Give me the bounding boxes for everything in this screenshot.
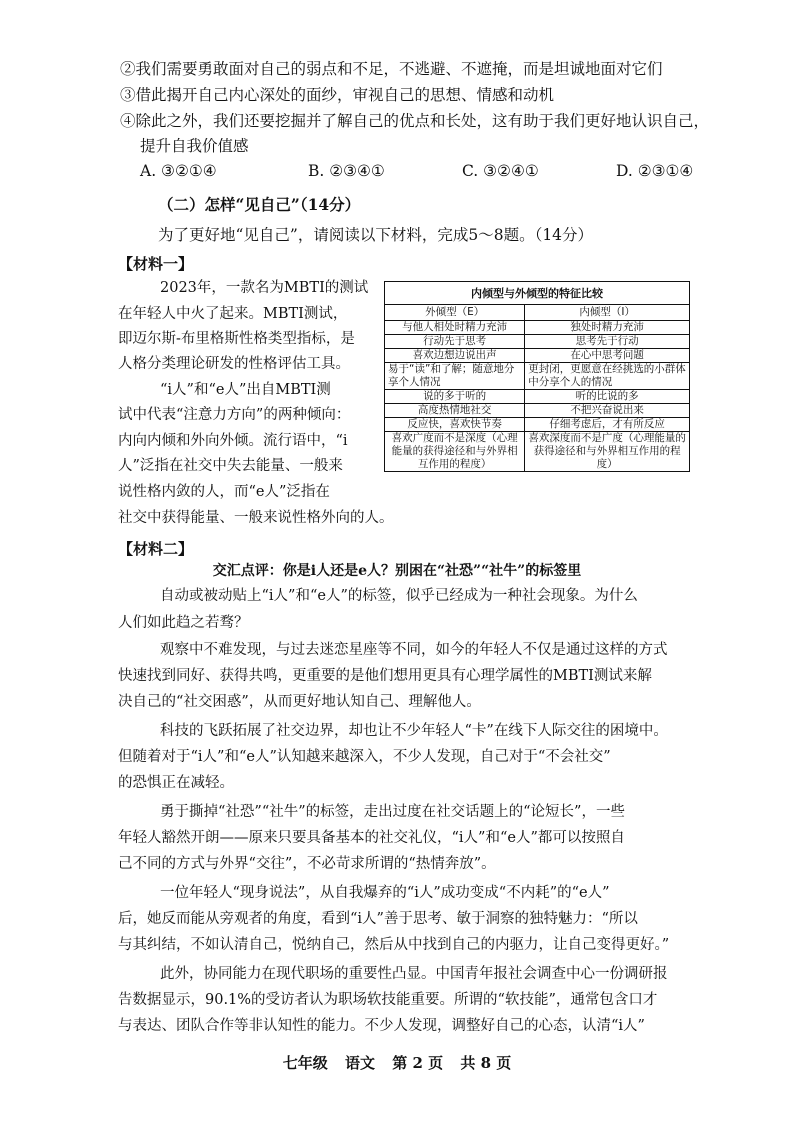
page-footer <box>0 1052 794 1073</box>
footer-total: 共 8 页 <box>460 1054 512 1072</box>
table-cell: 不把兴奋说出来 <box>525 404 690 418</box>
article-line: 自动或被动贴上“i人”和“e人”的标签，似乎已经成为一种社会现象。为什么 <box>160 588 638 604</box>
option-b: B. ②③④① <box>308 162 385 180</box>
table-cell: 仔细考虑后，才有所反应 <box>525 418 690 432</box>
comparison-table <box>384 281 690 472</box>
footer-grade: 七年级 <box>282 1054 328 1072</box>
option-a: A. ③②①④ <box>140 162 217 180</box>
table-cell: 独处时精力充沛 <box>525 321 690 335</box>
option-c: C. ③②④① <box>462 162 539 180</box>
material1-line: 2023年，一款名为MBTI的测试 <box>160 280 369 296</box>
article-line: 与表达、团队合作等非认知性的能力。不少人发现，调整好自己的心态，认清“i人” <box>118 1018 645 1034</box>
table-cell: 高度热情地社交 <box>385 404 525 418</box>
answer-item-4-cont: 提升自我价值感 <box>140 137 249 155</box>
article-line: 与其纠结，不如认清自己，悦纳自己，然后从中找到自己的内驱力，让自己变得更好。” <box>118 937 670 953</box>
table-title: 内倾型与外倾型的特征比较 <box>385 282 690 305</box>
material1-line: 内向内倾和外向外倾。流行语中，“i <box>118 433 348 449</box>
table-cell: 反应快，喜欢快节奏 <box>385 418 525 432</box>
footer-page: 第 2 页 <box>392 1054 444 1072</box>
material1-line: 人”泛指在社交中失去能量、一般来 <box>118 458 343 474</box>
material2-label: 【材料二】 <box>118 540 194 558</box>
article-line: 观察中不难发现，与过去迷恋星座等不同，如今的年轻人不仅是通过这样的方式 <box>160 642 668 658</box>
answer-item-3: ③借此揭开自己内心深处的面纱，审视自己的思想、情感和动机 <box>120 86 555 104</box>
article-line: 的恐惧正在减轻。 <box>118 775 234 791</box>
article-line: 告数据显示，90.1%的受访者认为职场软技能重要。所谓的“软技能”，通常包含口才 <box>118 992 658 1008</box>
article-line: 勇于撕掉“社恐”“社牛”的标签，走出过度在社交话题上的“论短长”，一些 <box>160 804 625 820</box>
table-cell: 听的比说的多 <box>525 390 690 404</box>
table-header-i: 内倾型（I） <box>525 305 690 321</box>
table-cell: 在心中思考问题 <box>525 349 690 363</box>
article-line: 己不同的方式与外界“交往”，不必苛求所谓的“热情奔放”。 <box>118 856 496 872</box>
material1-label: 【材料一】 <box>118 255 194 273</box>
material1-line: 人格分类理论研发的性格评估工具。 <box>118 356 350 372</box>
material1-line: “i人”和“e人”出自MBTI测 <box>160 382 331 398</box>
table-cell: 更封闭，更愿意在经挑选的小群体中分享个人的情况 <box>525 363 690 390</box>
material1-line: 试中代表“注意力方向”的两种倾向： <box>118 407 351 423</box>
table-cell: 与他人相处时精力充沛 <box>385 321 525 335</box>
section-instruction: 为了更好地“见自己”，请阅读以下材料，完成5～8题。（14分） <box>158 226 594 244</box>
table-cell: 喜欢边想边说出声 <box>385 349 525 363</box>
material1-line: 即迈尔斯-布里格斯性格类型指标，是 <box>118 331 355 347</box>
article-line: 年轻人豁然开朗——原来只要具备基本的社交礼仪，“i人”和“e人”都可以按照自 <box>118 830 625 846</box>
article-line: 一位年轻人“现身说法”，从自我爆弃的“i人”成功变成“不内耗”的“e人” <box>160 885 610 901</box>
table-header-e: 外倾型（E） <box>385 305 525 321</box>
table-cell: 行动先于思考 <box>385 335 525 349</box>
table-cell: 喜欢广度而不是深度（心理能量的获得途径和与外界相互作用的程度） <box>385 432 525 472</box>
article-line: 快速找到同好、获得共鸣，更重要的是他们想用更具有心理学属性的MBTI测试来解 <box>118 668 652 684</box>
article-line: 但随着对于“i人”和“e人”认知越来越深入，不少人发现，自己对于“不会社交” <box>118 749 611 765</box>
table-cell: 说的多于听的 <box>385 390 525 404</box>
article-headline: 交汇点评：你是i人还是e人？别困在“社恐”“社牛”的标签里 <box>212 563 582 579</box>
footer-subject: 语文 <box>344 1054 375 1072</box>
table-cell: 易于“读”和了解；随意地分享个人情况 <box>385 363 525 390</box>
option-d: D. ②③①④ <box>616 162 694 180</box>
article-line: 后，她反而能从旁观者的角度，看到“i人”善于思考、敏于洞察的独特魅力：“所以 <box>118 911 638 927</box>
article-line: 科技的飞跃拓展了社交边界，却也让不少年轻人“卡”在线下人际交往的困境中。 <box>160 723 668 739</box>
article-line: 此外，协同能力在现代职场的重要性凸显。中国青年报社会调查中心一份调研报 <box>160 966 668 982</box>
material1-line: 在年轻人中火了起来。MBTI测试， <box>118 306 348 322</box>
material1-line: 社交中获得能量、一般来说性格外向的人。 <box>118 510 394 526</box>
table-cell: 喜欢深度而不是广度（心理能量的获得途径和与外界相互作用的程度） <box>525 432 690 472</box>
material1-line: 说性格内敛的人，而“e人”泛指在 <box>118 484 330 500</box>
answer-item-2: ②我们需要勇敢面对自己的弱点和不足，不逃避、不遮掩，而是坦诚地面对它们 <box>120 60 663 78</box>
section-heading: （二）怎样“见自己”（14分） <box>158 195 361 214</box>
article-line: 决自己的“社交困惑”，从而更好地认知自己、理解他人。 <box>118 694 481 710</box>
table-cell: 思考先于行动 <box>525 335 690 349</box>
article-line: 人们如此趋之若骛？ <box>118 615 249 631</box>
answer-item-4: ④除此之外，我们还要挖掘并了解自己的优点和长处，这有助于我们更好地认识自己， <box>120 112 710 130</box>
